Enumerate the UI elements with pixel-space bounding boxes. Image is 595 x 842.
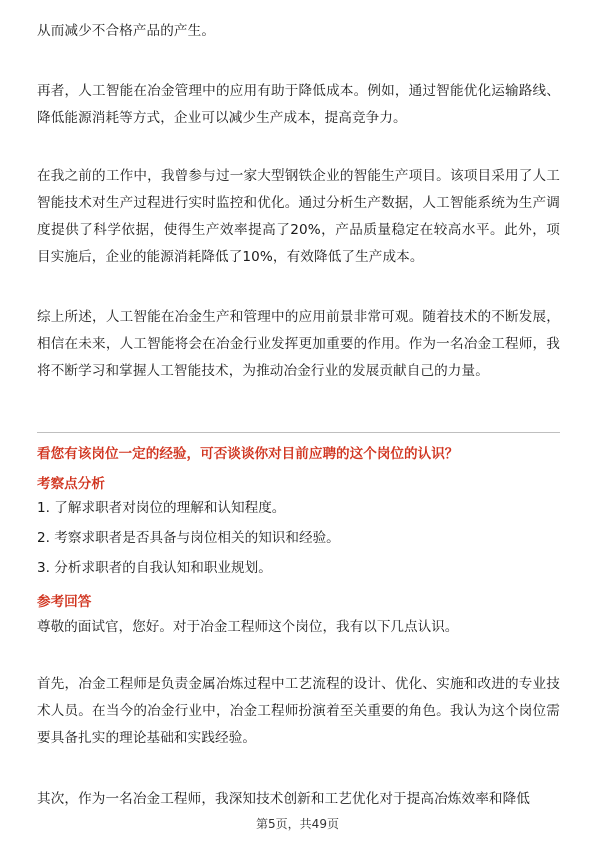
analysis-item: 1. 了解求职者对岗位的理解和认知程度。 xyxy=(37,500,286,516)
answer-heading: 参考回答 xyxy=(37,594,92,610)
analysis-item: 3. 分析求职者的自我认知和职业规划。 xyxy=(37,560,272,576)
divider-top xyxy=(37,432,560,433)
paragraph-2: 再者，人工智能在冶金管理中的应用有助于降低成本。例如，通过智能优化运输路线、降低能源消耗等方式，企业可以减少生产成本，提高竞争力。 xyxy=(37,83,560,126)
page-footer: 第5页，共49页 xyxy=(256,817,339,831)
question-heading: 看您有该岗位一定的经验，可否谈谈你对目前应聘的这个岗位的认识？ xyxy=(37,446,459,462)
answer-greeting: 尊敬的面试官，您好。对于冶金工程师这个岗位，我有以下几点认识。 xyxy=(37,619,459,635)
answer-paragraph-2: 其次，作为一名冶金工程师，我深知技术创新和工艺优化对于提高冶炼效率和降低 xyxy=(37,791,530,807)
paragraph-3: 在我之前的工作中，我曾参与过一家大型钢铁企业的智能生产项目。该项目采用了人工智能技术对生产过程进行实时监控和优化。通过分析生产数据，人工智能系统为生产调度提供了科学依据，使得生产效率提高了20%，产品质量稳定在较高水平。此外，项目实施后，企业的能源消耗降低了10%，有效降低了生产成本。 xyxy=(37,168,560,265)
paragraph-4: 综上所述，人工智能在冶金生产和管理中的应用前景非常可观。随着技术的不断发展，相信在未来，人工智能将会在冶金行业发挥更加重要的作用。作为一名冶金工程师，我将不断学习和掌握人工智能技术，为推动冶金行业的发展贡献自己的力量。 xyxy=(37,309,560,379)
answer-paragraph-1: 首先，冶金工程师是负责金属冶炼过程中工艺流程的设计、优化、实施和改进的专业技术人员。在当今的冶金行业中，冶金工程师扮演着至关重要的角色。我认为这个岗位需要具备扎实的理论基础和实践经验。 xyxy=(37,676,560,746)
analysis-heading: 考察点分析 xyxy=(37,476,105,492)
analysis-item: 2. 考察求职者是否具备与岗位相关的知识和经验。 xyxy=(37,530,340,546)
paragraph-1: 从而减少不合格产品的产生。 xyxy=(37,23,216,39)
